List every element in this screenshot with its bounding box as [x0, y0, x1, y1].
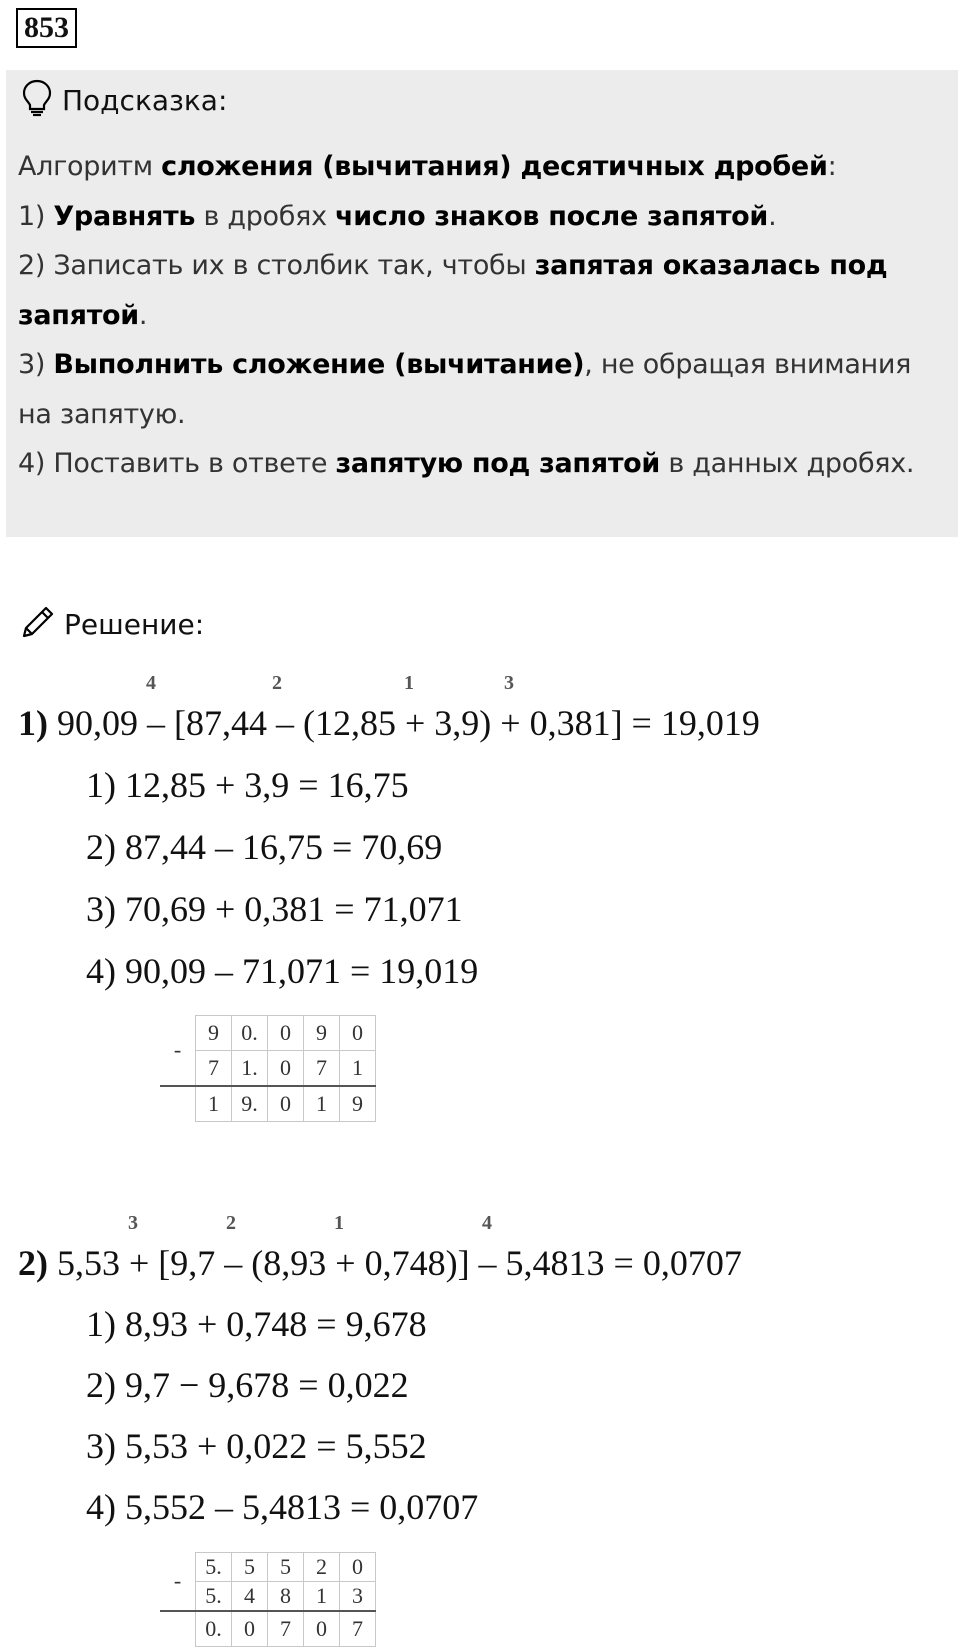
solution-title: Решение:: [64, 608, 205, 641]
digit-cell: 4: [232, 1582, 268, 1612]
order-mark: 4: [146, 672, 156, 694]
hint-text-segment: 1): [18, 200, 54, 232]
digit-cell: 9.: [232, 1086, 268, 1122]
hint-bold-text: запятую под запятой: [335, 448, 661, 479]
order-mark: 1: [334, 1212, 344, 1234]
order-mark: 1: [404, 672, 414, 694]
task-number: 853: [16, 8, 77, 48]
digit-cell: 5: [232, 1553, 268, 1582]
digit-cell: 7: [268, 1611, 304, 1646]
order-mark: 2: [272, 672, 282, 694]
hint-text-segment: 4) Поставить в ответе: [18, 448, 336, 479]
column-result-row: [160, 1086, 376, 1122]
digit-cell: 1: [340, 1051, 376, 1087]
hint-text-segment: на запятую.: [18, 398, 186, 430]
hint-bold-text: сложения (вычитания) десятичных дробей: [161, 151, 828, 182]
hint-text-segment: в данных дробях.: [660, 448, 915, 479]
lightbulb-icon: [22, 79, 52, 122]
order-mark: 3: [504, 672, 514, 694]
column-row: [160, 1016, 376, 1051]
hint-line: [18, 340, 938, 390]
digit-cell: 0: [232, 1611, 268, 1646]
digit-cell: 9: [196, 1016, 232, 1051]
digit-cell: 0.: [196, 1611, 232, 1646]
column-calculation-2: [160, 1552, 376, 1647]
digit-cell: 1: [304, 1086, 340, 1122]
order-mark: 3: [128, 1212, 138, 1234]
hint-text-segment: Алгоритм: [18, 151, 162, 182]
empty-cell: [160, 1086, 196, 1122]
column-calculation-1: [160, 1015, 376, 1122]
hint-text-segment: 3): [18, 349, 54, 380]
expression-1: [18, 702, 760, 744]
digit-cell: 0: [268, 1086, 304, 1122]
column-result-row: [160, 1611, 376, 1646]
step: 2) 9,7 − 9,678 = 0,022: [86, 1365, 409, 1405]
digit-cell: 0: [340, 1553, 376, 1582]
digit-cell: 9: [340, 1086, 376, 1122]
digit-cell: 3: [340, 1582, 376, 1612]
digit-cell: 5: [268, 1553, 304, 1582]
digit-cell: 9: [304, 1016, 340, 1051]
hint-line: [18, 142, 938, 192]
digit-cell: 7: [304, 1051, 340, 1087]
digit-cell: 0: [340, 1016, 376, 1051]
digit-cell: 0.: [232, 1016, 268, 1051]
order-mark: 4: [482, 1212, 492, 1234]
digit-cell: 5.: [196, 1582, 232, 1612]
step: 3) 70,69 + 0,381 = 71,071: [86, 889, 463, 929]
hint-bold-text: число знаков после запятой: [335, 200, 769, 232]
minus-sign: -: [173, 1568, 182, 1594]
hint-line: [18, 241, 938, 291]
step: 3) 5,53 + 0,022 = 5,552: [86, 1426, 427, 1466]
digit-cell: 1.: [232, 1051, 268, 1087]
digit-cell: 1: [304, 1582, 340, 1612]
step: 1) 8,93 + 0,748 = 9,678: [86, 1304, 427, 1344]
minus-sign: -: [173, 1037, 182, 1063]
hint-bold-text: Выполнить сложение (вычитание): [53, 349, 585, 380]
hint-line: [18, 390, 938, 440]
hint-title: Подсказка:: [62, 83, 228, 117]
digit-cell: 5.: [196, 1553, 232, 1582]
digit-cell: 8: [268, 1582, 304, 1612]
expression-2: [18, 1242, 742, 1284]
column-row: [160, 1553, 376, 1582]
digit-cell: 2: [304, 1553, 340, 1582]
step: 2) 87,44 – 16,75 = 70,69: [86, 827, 443, 867]
expression-text: 90,09 – [87,44 – (12,85 + 3,9) + 0,381] = 19,019: [57, 703, 760, 743]
step: 4) 5,552 – 5,4813 = 0,0707: [86, 1487, 479, 1527]
hint-box: [6, 70, 958, 537]
hint-text-segment: 2) Записать их в столбик так, чтобы: [18, 250, 535, 281]
part-label: 2): [18, 1243, 48, 1283]
hint-header: [22, 80, 227, 120]
digit-cell: 7: [340, 1611, 376, 1646]
solution-header: [20, 604, 204, 645]
hint-line: [18, 439, 938, 489]
hint-text-segment: в дробях: [195, 200, 336, 232]
hint-bold-text: запятой: [18, 299, 139, 331]
hint-text-segment: , не обращая внимания: [584, 349, 912, 380]
hint-text: [18, 142, 938, 489]
hint-bold-text: Уравнять: [53, 200, 196, 232]
hint-bold-text: запятая оказалась под: [534, 250, 888, 281]
digit-cell: 1: [196, 1086, 232, 1122]
digit-cell: 0: [268, 1016, 304, 1051]
expression-text: 5,53 + [9,7 – (8,93 + 0,748)] – 5,4813 = 0,0707: [57, 1243, 742, 1283]
pencil-icon: [20, 604, 56, 645]
digit-cell: 7: [196, 1051, 232, 1087]
hint-text-segment: :: [827, 151, 837, 182]
step: 1) 12,85 + 3,9 = 16,75: [86, 765, 409, 805]
hint-text-segment: .: [768, 200, 777, 232]
digit-cell: 0: [268, 1051, 304, 1087]
hint-line: [18, 291, 938, 341]
empty-cell: [160, 1611, 196, 1646]
order-mark: 2: [226, 1212, 236, 1234]
part-label: 1): [18, 703, 48, 743]
hint-line: [18, 192, 938, 242]
step: 4) 90,09 – 71,071 = 19,019: [86, 951, 479, 991]
digit-cell: 0: [304, 1611, 340, 1646]
hint-text-segment: .: [138, 299, 148, 331]
